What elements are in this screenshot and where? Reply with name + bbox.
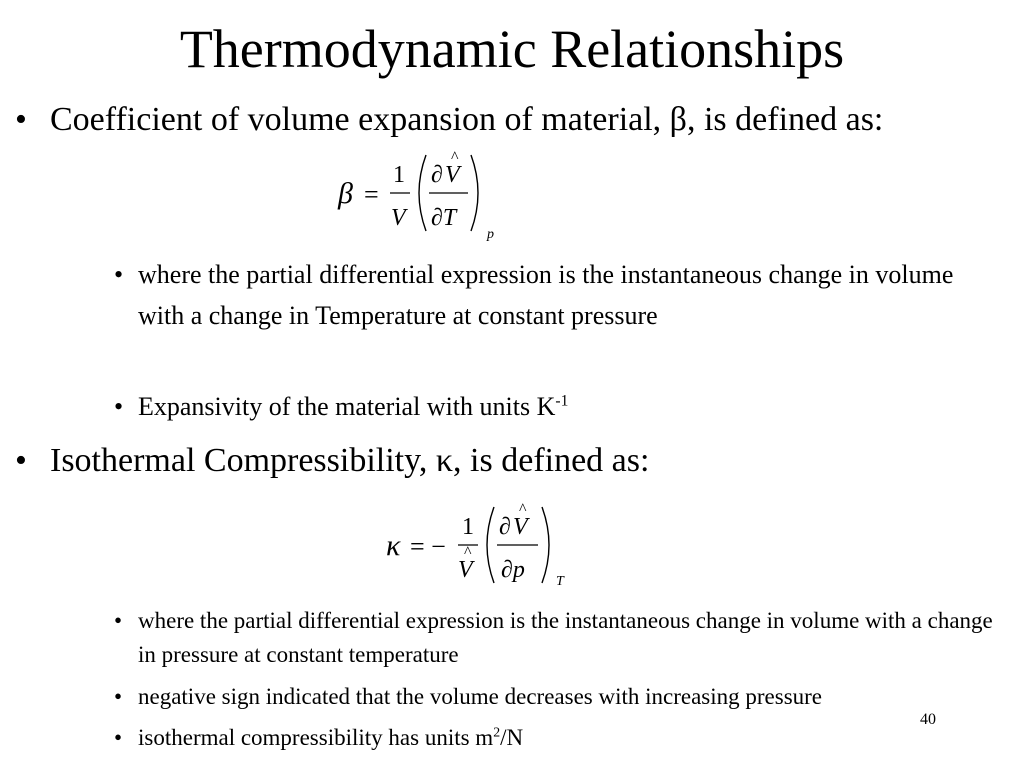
sub-bullet-negative-sign — [114, 680, 994, 714]
formula-denominator: V — [458, 557, 473, 583]
formula-lhs: β — [338, 177, 353, 210]
bullet-volume-expansion — [15, 97, 990, 142]
bullet-dot: • — [114, 260, 124, 289]
units-tail: /N — [500, 725, 524, 750]
partial-numerator-variable: V — [445, 162, 460, 188]
bullet-dot: • — [114, 684, 123, 709]
beta-formula — [330, 145, 510, 245]
bullet-text — [138, 386, 984, 427]
partial-denominator: ∂T — [431, 205, 457, 231]
bullet-text: Isothermal Compressibility, κ, is defined as: — [50, 442, 650, 479]
formula-subscript: T — [556, 574, 564, 589]
bullet-dot: • — [15, 101, 27, 138]
bullet-dot: • — [114, 392, 124, 421]
sub-bullet-partial-temperature — [114, 254, 984, 336]
units-superscript: -1 — [555, 392, 569, 410]
bullet-dot: • — [114, 725, 123, 750]
bullet-text: where the partial differential expression is the instantaneous change in volume with a change in pressure at constant temperature — [138, 608, 993, 667]
formula-lhs: κ — [386, 529, 401, 562]
left-paren — [487, 507, 494, 583]
bullet-isothermal-compressibility — [15, 438, 990, 483]
units-text: Expansivity of the material with units K — [138, 392, 556, 421]
right-paren — [471, 155, 478, 231]
partial-numerator-variable: V — [513, 514, 528, 540]
bullet-dot: • — [15, 442, 27, 479]
units-superscript: 2 — [493, 724, 501, 740]
formula-equals: = — [364, 180, 379, 209]
hat-accent: ^ — [451, 149, 459, 166]
page-number: 40 — [920, 711, 936, 728]
bullet-text — [138, 721, 994, 755]
formula-numerator: 1 — [462, 514, 474, 540]
left-paren — [419, 155, 426, 231]
partial-numerator-symbol: ∂ — [431, 162, 443, 188]
hat-accent: ^ — [464, 544, 472, 561]
bullet-text: negative sign indicated that the volume decreases with increasing pressure — [138, 684, 823, 709]
formula-equals: = − — [410, 532, 446, 561]
sub-bullet-compressibility-units — [114, 721, 994, 755]
units-text: isothermal compressibility has units m — [138, 725, 494, 750]
bullet-dot: • — [114, 608, 123, 633]
partial-denominator: ∂p — [501, 557, 525, 583]
formula-numerator: 1 — [393, 162, 405, 188]
hat-accent: ^ — [519, 501, 527, 518]
slide-title: Thermodynamic Relationships — [179, 19, 845, 79]
formula-denominator: V — [391, 205, 406, 231]
bullet-text: where the partial differential expression is the instantaneous change in volume with a change in Temperature at constant pressure — [138, 260, 954, 330]
sub-bullet-expansivity-units — [114, 386, 984, 427]
kappa-formula — [380, 497, 580, 597]
partial-numerator-symbol: ∂ — [499, 514, 511, 540]
sub-bullet-partial-pressure — [114, 604, 994, 672]
bullet-text: Coefficient of volume expansion of material, β, is defined as: — [50, 101, 884, 138]
right-paren — [542, 507, 549, 583]
formula-subscript: p — [487, 227, 494, 242]
